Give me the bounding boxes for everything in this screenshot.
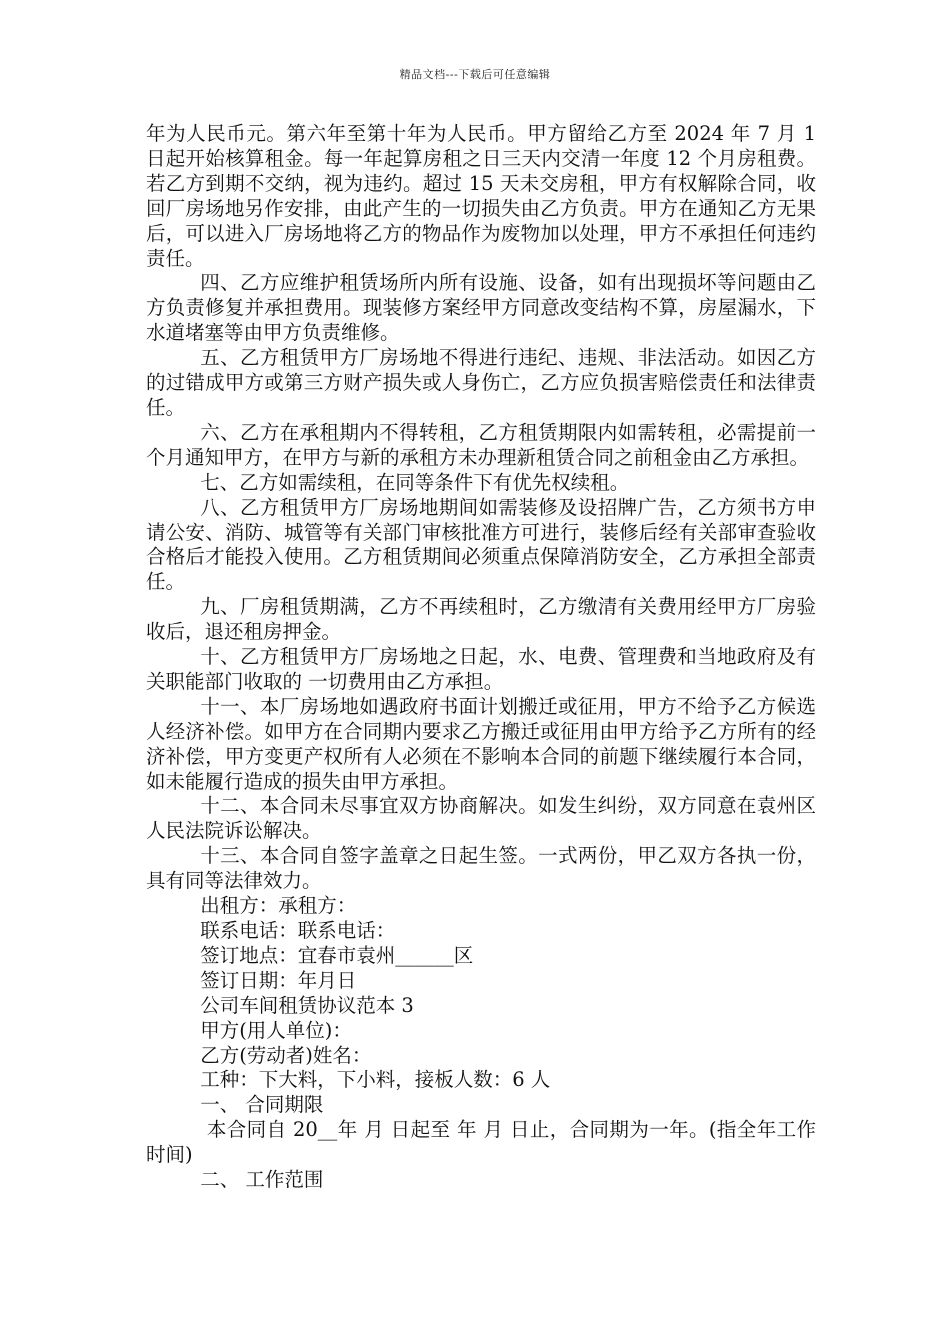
clause-heading: 二、 工作范围	[200, 1168, 324, 1192]
paragraph: 五、乙方租赁甲方厂房场地不得进行违纪、违规、非法活动。如因乙方的过错成甲方或第三方财产损失或人身伤亡，乙方应负损害赔偿责任和法律责任。	[146, 346, 816, 419]
document-body	[146, 122, 823, 1193]
paragraph: 十二、本合同未尽事宜双方协商解决。如发生纠纷，双方同意在袁州区人民法院诉讼解决。	[146, 794, 816, 843]
paragraph: 十三、本合同自签字盖章之日起生签。一式两份，甲乙双方各执一份，具有同等法律效力。	[146, 844, 816, 893]
signing-place-line: 签订地点：宜春市袁州______区	[200, 943, 474, 967]
paragraph: 九、厂房租赁期满，乙方不再续租时，乙方缴清有关费用经甲方厂房验收后，退还租房押金。	[146, 595, 816, 644]
paragraph: 四、乙方应维护租赁场所内所有设施、设备，如有出现损坏等问题由乙方负责修复并承担费用。现装修方案经甲方同意改变结构不算，房屋漏水，下水道堵塞等由甲方负责维修。	[146, 271, 816, 345]
party-b-line: 乙方(劳动者)姓名：	[200, 1043, 372, 1067]
party-a-line: 甲方(用人单位)：	[200, 1018, 352, 1042]
contact-phone-line: 联系电话：联系电话：	[200, 919, 396, 942]
page-header: 精品文档---下载后可任意编辑	[399, 68, 551, 81]
paragraph: 本合同自 20__年 月 日起至 年 月 日止，合同期为一年。(指全年工作时间)	[146, 1118, 816, 1167]
job-type-line: 工种：下大料，下小料，接板人数：6 人	[200, 1068, 551, 1092]
paragraph: 十一、本厂房场地如遇政府书面计划搬迁或征用，甲方不给予乙方候选人经济补偿。如甲方在合同期内要求乙方搬迁或征用由甲方给予乙方所有的经济补偿，甲方变更产权所有人必须在不影响本合同的前题下继续履行本合同，如未能履行造成的损失由甲方承担。	[146, 694, 816, 793]
paragraph: 十、乙方租赁甲方厂房场地之日起，水、电费、管理费和当地政府及有关职能部门收取的 一切费用由乙方承担。	[146, 645, 816, 693]
paragraph: 八、乙方租赁甲方厂房场地期间如需装修及设招牌广告，乙方须书方申请公安、消防、城管等有关部门审核批准方可进行，装修后经有关部审查验收合格后才能投入使用。乙方租赁期间必须重点保障消防安全，乙方承担全部责任。	[146, 495, 816, 594]
signing-date-line: 签订日期：年月日	[200, 968, 357, 992]
paragraph: 六、乙方在承租期内不得转租，乙方租赁期限内如需转租，必需提前一个月通知甲方，在甲方与新的承租方未办理新租赁合同之前租金由乙方承担。	[146, 420, 816, 469]
clause-heading: 一、 合同期限	[200, 1093, 324, 1117]
signature-parties-line: 出租方：承租方：	[200, 894, 357, 918]
paragraph: 年为人民币元。第六年至第十年为人民币。甲方留给乙方至 2024 年 7 月 1 日起开始核算租金。每一年起算房租之日三天内交清一年度 12 个月房租费。若乙方到期不交纳，视为违约。超过 15 天未交房租，甲方有权解除合同，收回厂房场地另作安排，由此产生的一切损失由乙方负责。甲方在通知乙方无果后，可以进入厂房场地将乙方的物品作为废物加以处理，甲方不承担任何违约责任。	[146, 122, 823, 270]
section-title: 公司车间租赁协议范本 3	[200, 993, 414, 1017]
paragraph: 七、乙方如需续租，在同等条件下有优先权续租。	[200, 470, 630, 494]
